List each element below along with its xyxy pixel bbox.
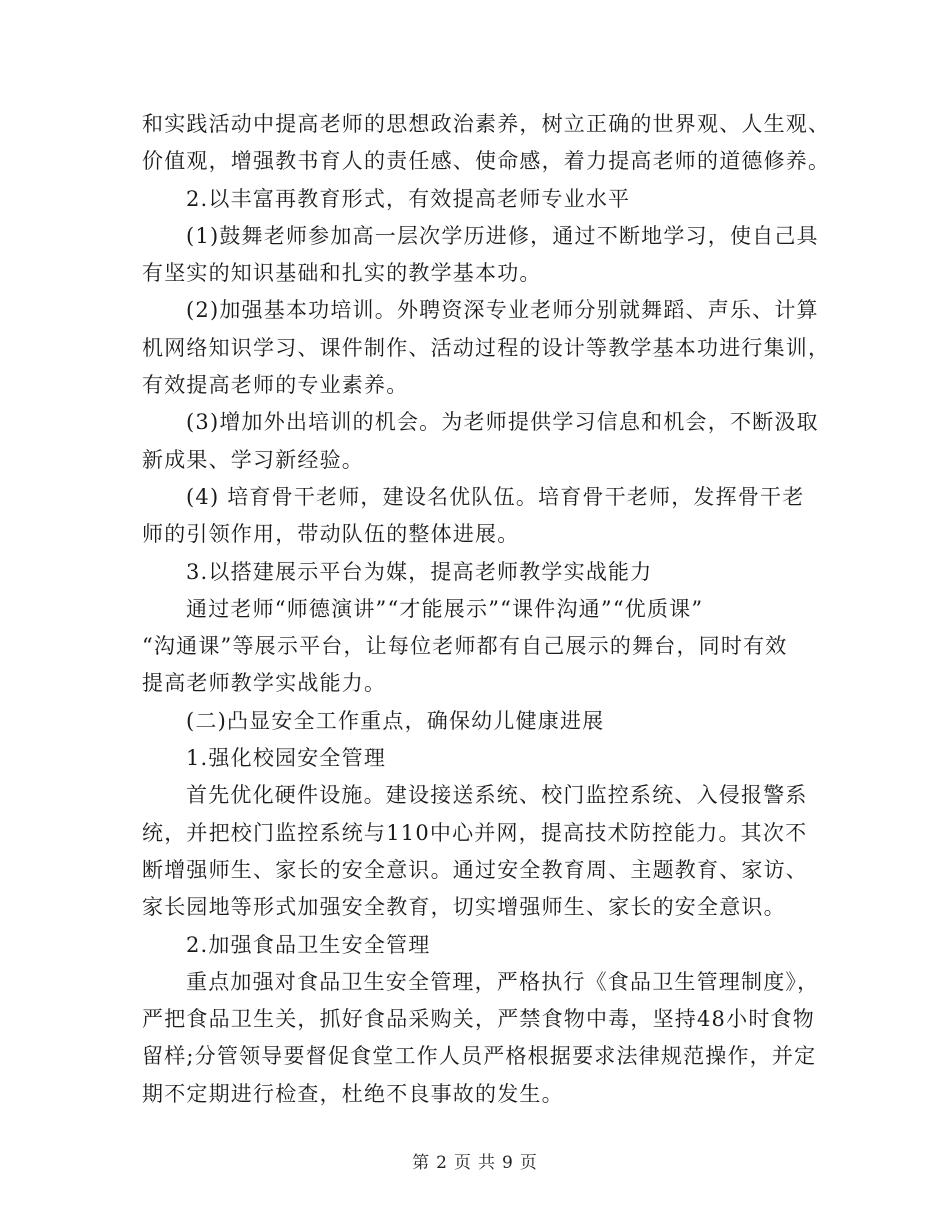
section-heading: 2.以丰富再教育形式，有效提高老师专业水平 [186,186,631,211]
body-line: 有效提高老师的专业素养。 [142,373,409,398]
body-line: 机网络知识学习、课件制作、活动过程的设计等教学基本功进行集训， [142,335,831,360]
body-line: 家长园地等形式加强安全教育，切实增强师生、家长的安全意识。 [142,895,786,920]
footer-suffix: 页 [519,1153,538,1173]
body-line: 有坚实的知识基础和扎实的教学基本功。 [142,261,542,286]
body-line: 严把食品卫生关，抓好食品采购关，严禁食物中毒，坚持48小时食物 [142,1007,815,1032]
page-footer [0,1148,950,1173]
body-line: 师的引领作用，带动队伍的整体进展。 [142,522,520,547]
section-heading: (二)凸显安全工作重点，确保幼儿健康进展 [186,708,605,733]
body-line: (2)加强基本功培训。外聘资深专业老师分别就舞蹈、声乐、计算 [186,298,819,323]
section-heading: 1.强化校园安全管理 [186,746,387,771]
footer-total-word: 共 [478,1153,496,1173]
body-line: 提高老师教学实战能力。 [142,671,387,696]
body-line: 和实践活动中提高老师的思想政治素养，树立正确的世界观、人生观、 [142,112,831,136]
body-line: “沟通课”等展示平台，让每位老师都有自己展示的舞台，同时有效 [142,634,788,659]
body-line: (4) 培育骨干老师，建设名优队伍。培育骨干老师，发挥骨干老 [186,484,805,509]
current-page-number: 2 [436,1153,448,1173]
body-line: 重点加强对食品卫生安全管理，严格执行《食品卫生管理制度》， [186,969,820,994]
document-body [142,106,831,1113]
body-line: 价值观，增强教书育人的责任感、使命感，着力提高老师的道德修养。 [142,149,831,174]
body-line: 首先优化硬件设施。建设接送系统、校门监控系统、入侵报警系 [186,783,808,808]
section-heading: 3.以搭建展示平台为媒，提高老师教学实战能力 [186,559,653,584]
body-line: 新成果、学习新经验。 [142,447,364,472]
footer-page-word: 页 [454,1153,472,1173]
total-page-count: 9 [502,1153,514,1173]
body-line: 统，并把校门监控系统与110中心并网，提高技术防控能力。其次不 [142,820,808,845]
section-heading: 2.加强食品卫生安全管理 [186,932,431,957]
body-line: 期不定期进行检查，杜绝不良事故的发生。 [142,1081,564,1106]
body-line: 通过老师“师德演讲”“才能展示”“课件沟通”“优质课” [186,596,704,621]
body-line: (3)增加外出培训的机会。为老师提供学习信息和机会，不断汲取 [186,410,819,435]
body-line: (1)鼓舞老师参加高一层次学历进修，通过不断地学习，使自己具 [186,223,819,248]
footer-prefix: 第 [412,1153,431,1173]
body-line: 断增强师生、家长的安全意识。通过安全教育周、主题教育、家访、 [142,857,808,882]
body-line: 留样;分管领导要督促食堂工作人员严格根据要求法律规范操作，并定 [142,1044,817,1069]
